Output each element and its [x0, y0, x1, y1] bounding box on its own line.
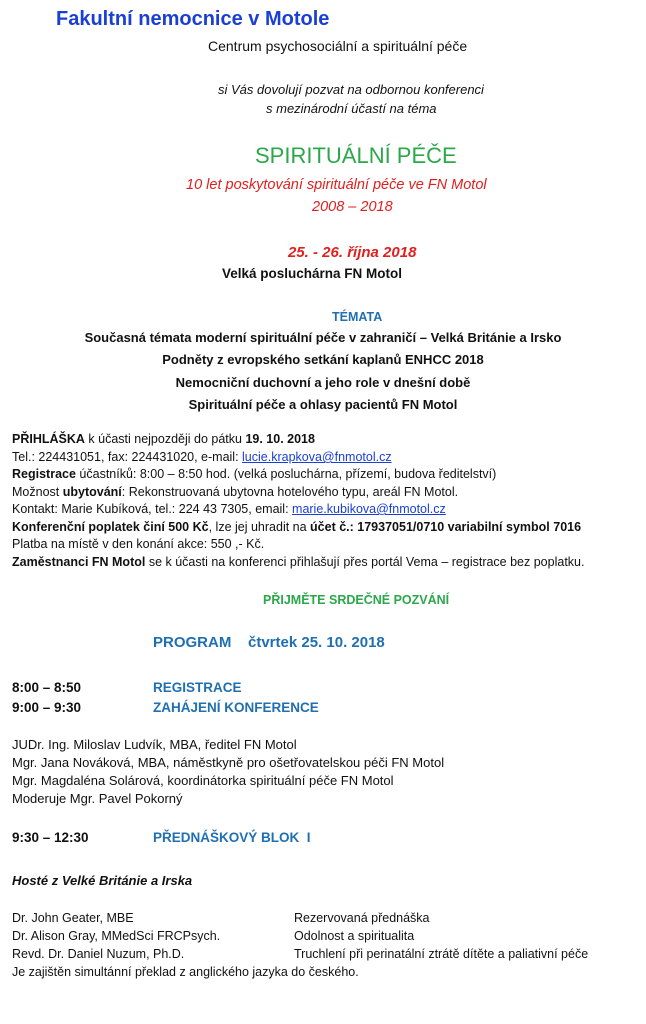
fee-line: Konferenční poplatek činí 500 Kč, lze jej uhradit na účet č.: 17937051/0710 variabilní symbol 7016: [12, 520, 582, 534]
topic-item: Podněty z evropského setkání kaplanů ENHCC 2018: [162, 352, 484, 367]
conference-title: SPIRITUÁLNÍ PÉČE: [255, 143, 457, 168]
accommodation-contact-line: Kontakt: Marie Kubíková, tel.: 224 43 7305, email: marie.kubikova@fnmotol.cz: [12, 502, 446, 516]
email-link-kubikova[interactable]: marie.kubikova@fnmotol.cz: [292, 502, 446, 516]
registration-time-line: Registrace účastníků: 8:00 – 8:50 hod. (velká posluchárna, přízemí, budova ředitelství): [12, 467, 497, 481]
registration-line: PŘIHLÁŠKA k účasti nejpozději do pátku 19. 10. 2018: [12, 432, 315, 446]
topics-heading: TÉMATA: [332, 310, 383, 324]
center-name: Centrum psychosociální a spirituální péče: [208, 38, 468, 54]
block-label: PŘEDNÁŠKOVÝ BLOK I: [153, 830, 311, 845]
slot-time: 8:00 – 8:50: [12, 680, 82, 695]
conference-dates: 25. - 26. října 2018: [288, 244, 417, 261]
hospital-name: Fakultní nemocnice v Motole: [56, 8, 330, 30]
speaker-name: Dr. John Geater, MBE: [12, 911, 134, 925]
conference-subtitle: 10 let poskytování spirituální péče ve FN Motol: [186, 177, 487, 193]
email-link-krapkova[interactable]: lucie.krapkova@fnmotol.cz: [242, 450, 392, 464]
accommodation-line: Možnost ubytování: Rekonstruovaná ubytovna hotelového typu, areál FN Motol.: [12, 485, 459, 499]
block-time: 9:30 – 12:30: [12, 830, 89, 845]
talk-title: Truchlení při perinatální ztrátě dítěte a paliativní péče: [294, 947, 589, 961]
opening-speaker: JUDr. Ing. Miloslav Ludvík, MBA, ředitel FN Motol: [12, 737, 297, 752]
speaker-name: Dr. Alison Gray, MMedSci FRCPsych.: [12, 929, 221, 943]
welcome-text: PŘIJMĚTE SRDEČNÉ POZVÁNÍ: [263, 593, 450, 607]
translation-note: Je zajištěn simultánní překlad z anglického jazyka do českého.: [12, 965, 359, 979]
moderator: Moderuje Mgr. Pavel Pokorný: [12, 791, 183, 806]
topic-item: Současná témata moderní spirituální péče v zahraničí – Velká Británie a Irsko: [84, 330, 562, 345]
slot-label: REGISTRACE: [153, 680, 242, 695]
conference-years: 2008 – 2018: [312, 199, 393, 215]
onsite-payment-line: Platba na místě v den konání akce: 550 ,- Kč.: [12, 537, 265, 551]
invite-line-1: si Vás dovolují pozvat na odbornou konferenci: [218, 82, 484, 97]
guests-heading: Hosté z Velké Británie a Irska: [12, 873, 193, 888]
talk-title: Odolnost a spiritualita: [294, 929, 415, 943]
topic-item: Nemocniční duchovní a jeho role v dnešní době: [175, 375, 471, 390]
conference-venue: Velká posluchárna FN Motol: [222, 266, 403, 281]
program-heading: PROGRAM čtvrtek 25. 10. 2018: [153, 634, 385, 651]
opening-speaker: Mgr. Magdaléna Solárová, koordinátorka spirituální péče FN Motol: [12, 773, 394, 788]
invite-line-2: s mezinárodní účastí na téma: [266, 101, 437, 116]
talk-title: Rezervovaná přednáška: [294, 911, 430, 925]
employees-line: Zaměstnanci FN Motol se k účasti na konferenci přihlašují přes portál Vema – registrace bez poplatku.: [12, 555, 585, 569]
speaker-name: Revd. Dr. Daniel Nuzum, Ph.D.: [12, 947, 185, 961]
topic-item: Spirituální péče a ohlasy pacientů FN Motol: [188, 397, 458, 412]
contact-line: Tel.: 224431051, fax: 224431020, e-mail: lucie.krapkova@fnmotol.cz: [12, 450, 392, 464]
opening-speaker: Mgr. Jana Nováková, MBA, náměstkyně pro ošetřovatelskou péči FN Motol: [12, 755, 445, 770]
slot-label: ZAHÁJENÍ KONFERENCE: [153, 700, 319, 715]
slot-time: 9:00 – 9:30: [12, 700, 82, 715]
